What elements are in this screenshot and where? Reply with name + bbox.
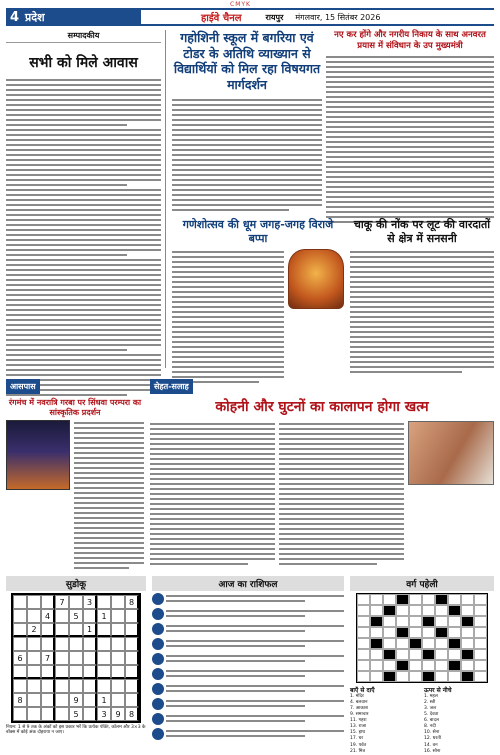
main-story-body [172, 97, 322, 211]
crossword-clue: 12. धरती [424, 736, 441, 742]
sudoku-cell: 8 [125, 595, 139, 609]
sudoku-cell [83, 665, 97, 679]
crossword-cell [435, 605, 448, 616]
crossword-cell [461, 660, 474, 671]
knee-elbow-photo [408, 421, 494, 485]
crime-story [350, 218, 494, 368]
crossword-cell [370, 594, 383, 605]
crossword-cell [448, 638, 461, 649]
health-story-body-1 [150, 421, 275, 565]
crossword-cell [396, 627, 409, 638]
sudoku-cell [69, 665, 83, 679]
crossword-clue: 6. बादल [424, 718, 439, 724]
sudoku-cell [27, 637, 41, 651]
crossword-cell [357, 660, 370, 671]
culture-section-label: आसपास [6, 379, 40, 394]
crossword-clue: 10. सेना [424, 730, 440, 736]
page-masthead [6, 8, 494, 26]
sudoku-cell [55, 651, 69, 665]
zodiac-icon [152, 698, 164, 710]
sudoku-cell [83, 693, 97, 707]
sudoku-cell [13, 679, 27, 693]
crossword-cell [474, 605, 487, 616]
health-story [150, 374, 494, 570]
sudoku-cell [55, 693, 69, 707]
zodiac-icon [152, 653, 164, 665]
dateline-city: रायपुर [265, 12, 284, 22]
sudoku-cell [13, 637, 27, 651]
crossword-cell [422, 594, 435, 605]
sudoku-cell: 9 [111, 707, 125, 721]
crossword-clue: 2. स्त्री [424, 700, 436, 706]
sudoku-cell [55, 707, 69, 721]
crossword-puzzle [350, 576, 494, 754]
crossword-cell [448, 594, 461, 605]
sudoku-title: सुडोकू [6, 576, 146, 591]
dance-performance-photo [6, 420, 70, 490]
crossword-cell [370, 605, 383, 616]
crossword-cell [370, 660, 383, 671]
crossword-cell [357, 649, 370, 660]
crossword-clue: 15. हाथ [350, 730, 366, 736]
sudoku-cell: 4 [41, 609, 55, 623]
sudoku-cell [41, 595, 55, 609]
crossword-cell [435, 649, 448, 660]
crossword-cell [422, 671, 435, 682]
crossword-cell [461, 627, 474, 638]
zodiac-icon [152, 623, 164, 635]
sudoku-cell [13, 609, 27, 623]
sudoku-cell [83, 707, 97, 721]
sudoku-cell [125, 693, 139, 707]
crossword-cell [474, 660, 487, 671]
crossword-cell [448, 605, 461, 616]
crossword-cell [357, 594, 370, 605]
sudoku-cell: 7 [55, 595, 69, 609]
crossword-cell [396, 649, 409, 660]
zodiac-icon [152, 638, 164, 650]
crossword-cell [383, 594, 396, 605]
sudoku-cell [55, 623, 69, 637]
crossword-clue: 16. सोना [424, 748, 441, 754]
sudoku-cell [55, 665, 69, 679]
crossword-cell [461, 671, 474, 682]
sudoku-cell [27, 679, 41, 693]
crossword-clue: 19. पर्वत [350, 742, 367, 748]
crossword-clue: 11. गहरा [350, 718, 367, 724]
crossword-cell [461, 594, 474, 605]
crossword-cell [370, 627, 383, 638]
crossword-cell [474, 649, 487, 660]
crossword-clue: 1. मंदिर [350, 694, 364, 699]
ganesh-story [172, 218, 344, 368]
crossword-cell [409, 627, 422, 638]
ganesh-story-headline: गणेशोत्सव की धूम जगह-जगह विराजे बप्पा [182, 218, 334, 245]
crossword-cell [461, 616, 474, 627]
crossword-cell [409, 605, 422, 616]
culture-story-headline: रंगमंच में नवरात्रि गरबा पर सिंधवा परम्परा का सांस्कृतिक प्रदर्शन [8, 397, 142, 417]
crossword-cell [435, 616, 448, 627]
crossword-cell [435, 660, 448, 671]
horoscope-title: आज का राशिफल [152, 576, 344, 591]
crime-story-body [350, 249, 494, 373]
crossword-cell [396, 594, 409, 605]
sudoku-cell [83, 609, 97, 623]
crossword-cell [409, 671, 422, 682]
crossword-cell [435, 594, 448, 605]
editorial-column [6, 30, 166, 368]
sudoku-cell: 8 [13, 693, 27, 707]
sudoku-cell: 8 [125, 707, 139, 721]
culture-story [6, 374, 144, 570]
sudoku-cell [41, 707, 55, 721]
crossword-cell [370, 638, 383, 649]
health-section-label: सेहत-सलाह [150, 379, 193, 394]
sudoku-cell [69, 623, 83, 637]
horoscope-panel [152, 576, 344, 751]
sudoku-cell [27, 651, 41, 665]
crossword-cell [409, 638, 422, 649]
right-top-story [326, 30, 494, 223]
crossword-title: वर्ग पहेली [350, 576, 494, 591]
sudoku-cell [69, 637, 83, 651]
sudoku-cell [97, 651, 111, 665]
crossword-cell [357, 616, 370, 627]
page-number: 4 [10, 9, 20, 25]
sudoku-grid [11, 593, 141, 723]
across-clues-title: बाएँ से दाएँ [350, 687, 375, 694]
masthead-strip [141, 8, 494, 26]
crossword-cell [357, 627, 370, 638]
crossword-cell [383, 627, 396, 638]
sudoku-cell [55, 609, 69, 623]
right-top-story-headline: नए कर होंगे और नगरीय निकाय के साथ अनवरत प्रयास में संविधान के उप मुख्यमंत्री [334, 30, 486, 51]
crossword-cell [422, 649, 435, 660]
editorial-headline: सभी को मिले आवास [29, 55, 138, 71]
ganesh-idol-photo [288, 249, 344, 309]
crossword-clues [350, 686, 494, 755]
crossword-clue: 1. महल [424, 694, 438, 699]
crossword-cell [448, 627, 461, 638]
down-clue-list [424, 694, 494, 755]
crossword-cell [409, 660, 422, 671]
crossword-cell [461, 638, 474, 649]
right-top-story-body [326, 54, 494, 223]
crossword-cell [396, 671, 409, 682]
crossword-cell [474, 616, 487, 627]
zodiac-icon [152, 728, 164, 740]
dateline-date: मंगलवार, 15 सितंबर 2026 [295, 12, 381, 22]
sudoku-cell [41, 665, 55, 679]
crossword-cell [461, 605, 474, 616]
sudoku-cell [41, 679, 55, 693]
sudoku-cell [69, 651, 83, 665]
crossword-clue: 3. जल [424, 706, 437, 712]
sudoku-cell [27, 707, 41, 721]
zodiac-icon [152, 668, 164, 680]
sudoku-cell [83, 651, 97, 665]
brand-name: हाईवे चैनल [201, 13, 242, 24]
crossword-cell [370, 649, 383, 660]
health-story-body-2 [279, 421, 404, 565]
sudoku-cell: 2 [27, 623, 41, 637]
sudoku-cell: 1 [83, 623, 97, 637]
sudoku-cell [125, 637, 139, 651]
sudoku-cell: 7 [41, 651, 55, 665]
sudoku-cell [97, 679, 111, 693]
registration-mark: CMYK [230, 1, 251, 8]
ganesh-story-body [172, 249, 284, 383]
sudoku-cell [41, 623, 55, 637]
sudoku-cell [69, 679, 83, 693]
sudoku-cell [97, 637, 111, 651]
crossword-clue: 14. वन [424, 742, 438, 748]
crossword-cell [383, 660, 396, 671]
sudoku-cell [13, 595, 27, 609]
crime-story-headline: चाकू की नोंक पर लूट की वारदातों से क्षेत्र में सनसनी [353, 218, 491, 245]
down-clues-title: ऊपर से नीचे [424, 687, 452, 694]
crossword-clue: 9. समाचार [350, 712, 369, 718]
crossword-clue: 13. राजा [350, 724, 367, 730]
crossword-cell [448, 649, 461, 660]
sudoku-cell [111, 609, 125, 623]
sudoku-cell [111, 651, 125, 665]
sudoku-cell [13, 623, 27, 637]
crossword-cell [357, 638, 370, 649]
editorial-body [6, 77, 161, 396]
sudoku-cell [125, 609, 139, 623]
sudoku-cell: 5 [69, 609, 83, 623]
zodiac-icon [152, 608, 164, 620]
crossword-cell [383, 649, 396, 660]
crossword-cell [383, 605, 396, 616]
zodiac-icon [152, 713, 164, 725]
sudoku-puzzle [6, 576, 146, 751]
main-story-headline: गहोशिनी स्कूल में बगरिया एवं टोडर के अतिथि व्याख्यान से विद्यार्थियों को मिल रहा विषयगत मार्गदर्शन [173, 30, 321, 92]
crossword-clue: 8. नदी [424, 724, 436, 730]
crossword-cell [396, 605, 409, 616]
crossword-cell [383, 638, 396, 649]
crossword-cell [474, 594, 487, 605]
sudoku-cell [27, 609, 41, 623]
crossword-cell [383, 671, 396, 682]
sudoku-cell [111, 637, 125, 651]
sudoku-cell [83, 637, 97, 651]
crossword-cell [409, 616, 422, 627]
crossword-cell [396, 638, 409, 649]
sudoku-cell [97, 595, 111, 609]
sudoku-cell [111, 693, 125, 707]
sudoku-cell [13, 707, 27, 721]
crossword-cell [448, 616, 461, 627]
sudoku-cell: 3 [97, 707, 111, 721]
crossword-clue: 5. देवता [424, 712, 439, 718]
editorial-label: सम्पादकीय [6, 30, 161, 43]
crossword-grid [356, 593, 488, 683]
crossword-cell [422, 616, 435, 627]
zodiac-icon [152, 593, 164, 605]
crossword-cell [461, 649, 474, 660]
sudoku-cell [111, 679, 125, 693]
sudoku-cell [97, 623, 111, 637]
sudoku-cell [111, 623, 125, 637]
sudoku-cell [125, 679, 139, 693]
sudoku-cell [41, 637, 55, 651]
sudoku-cell [27, 693, 41, 707]
crossword-cell [422, 660, 435, 671]
sudoku-cell [111, 665, 125, 679]
sudoku-rules: नियम: 1 से 9 तक के अंकों को इस प्रकार भरें कि प्रत्येक पंक्ति, कॉलम और 3×3 के बॉक्स में कोई अंक दोहराया न जाए। [6, 725, 146, 736]
crossword-cell [396, 660, 409, 671]
crossword-cell [435, 627, 448, 638]
crossword-cell [409, 594, 422, 605]
crossword-cell [370, 671, 383, 682]
crossword-cell [383, 616, 396, 627]
zodiac-icon [152, 683, 164, 695]
crossword-cell [422, 638, 435, 649]
crossword-cell [474, 638, 487, 649]
section-banner [6, 8, 141, 26]
sudoku-cell [55, 637, 69, 651]
main-story [172, 30, 322, 211]
crossword-clue: 4. बलवान [350, 700, 368, 706]
sudoku-cell [97, 665, 111, 679]
sudoku-cell [125, 665, 139, 679]
sudoku-cell: 1 [97, 693, 111, 707]
horoscope-list [152, 593, 344, 740]
sudoku-cell: 3 [83, 595, 97, 609]
crossword-cell [422, 605, 435, 616]
crossword-cell [357, 671, 370, 682]
crossword-cell [474, 627, 487, 638]
sudoku-cell [41, 693, 55, 707]
crossword-cell [474, 671, 487, 682]
sudoku-cell [55, 679, 69, 693]
sudoku-cell [111, 595, 125, 609]
culture-story-body [74, 420, 144, 569]
sudoku-cell [27, 595, 41, 609]
crossword-cell [357, 605, 370, 616]
section-title: प्रदेश [25, 10, 45, 24]
across-clue-list [350, 694, 420, 755]
crossword-cell [370, 616, 383, 627]
crossword-cell [396, 616, 409, 627]
crossword-cell [422, 627, 435, 638]
sudoku-cell [83, 679, 97, 693]
crossword-cell [448, 660, 461, 671]
sudoku-cell [125, 651, 139, 665]
sudoku-cell: 6 [13, 651, 27, 665]
sudoku-cell: 5 [69, 707, 83, 721]
sudoku-cell: 9 [69, 693, 83, 707]
crossword-clue: 17. घर [350, 736, 364, 742]
crossword-cell [448, 671, 461, 682]
sudoku-cell [13, 665, 27, 679]
health-story-headline: कोहनी और घुटनों का कालापन होगा खत्म [215, 399, 429, 415]
sudoku-cell: 1 [97, 609, 111, 623]
crossword-cell [435, 671, 448, 682]
sudoku-cell [27, 665, 41, 679]
crossword-clue: 21. मित्र [350, 748, 365, 754]
sudoku-cell [125, 623, 139, 637]
crossword-cell [409, 649, 422, 660]
sudoku-cell [69, 595, 83, 609]
crossword-cell [435, 638, 448, 649]
crossword-clue: 7. आकाश [350, 706, 369, 712]
